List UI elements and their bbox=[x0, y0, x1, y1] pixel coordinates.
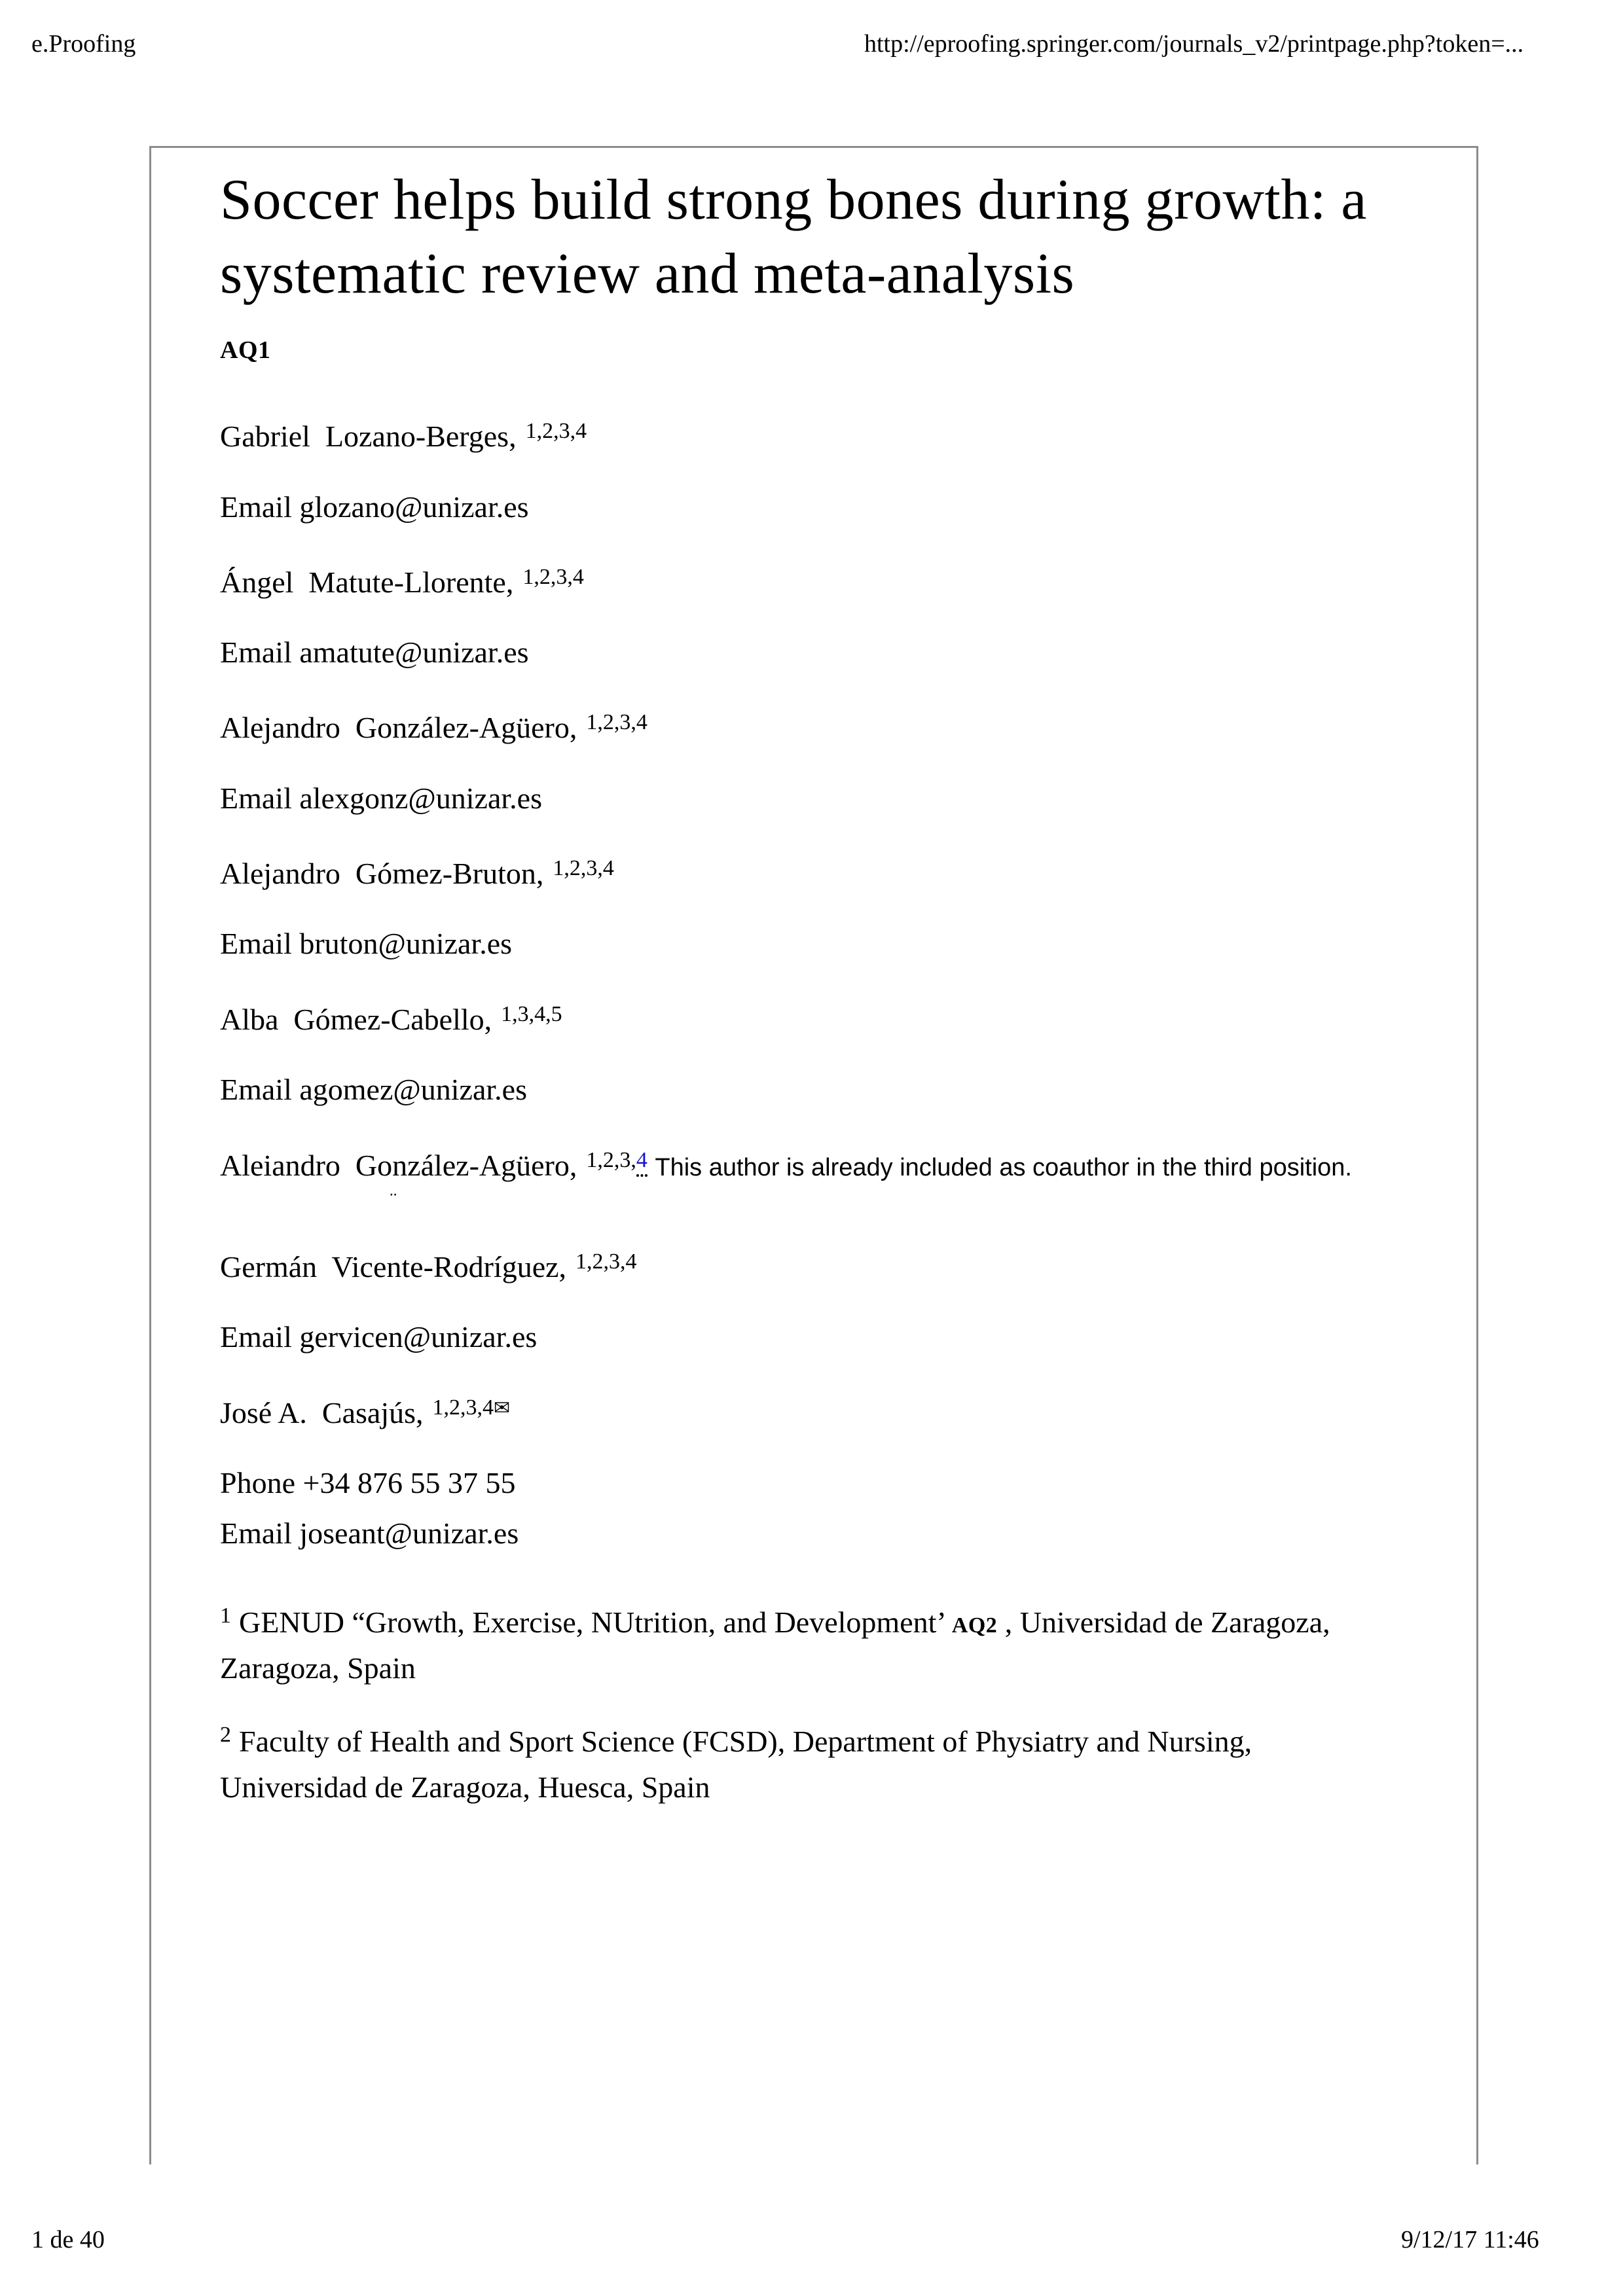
email-label: Email bbox=[220, 490, 292, 524]
author-affiliation-refs[interactable]: 1,2,3,4 bbox=[586, 710, 647, 735]
email-label: Email bbox=[220, 1320, 292, 1354]
email-label: Email bbox=[220, 1072, 292, 1106]
author-name: Ángel Matute-Llorente, bbox=[220, 565, 514, 599]
email-label: Email bbox=[220, 636, 292, 670]
author-affiliation-refs[interactable]: 1,3,4,5 bbox=[501, 1001, 562, 1026]
print-header-url: http://eproofing.springer.com/journals_v2/printpage.php?token=... bbox=[864, 30, 1524, 58]
email-label: Email bbox=[220, 927, 292, 961]
author-affiliation-refs[interactable]: 1,2,3,4 bbox=[575, 1249, 637, 1274]
author-affiliation-refs[interactable]: 1,2,3,4 bbox=[553, 856, 614, 881]
email-label: Email bbox=[220, 781, 292, 815]
affiliation-item bbox=[220, 1718, 1398, 1810]
author-phone-line bbox=[220, 1460, 1398, 1506]
author-name-line bbox=[220, 996, 1398, 1043]
author-entry bbox=[220, 704, 1398, 821]
author-name-line bbox=[220, 1244, 1398, 1290]
author-affiliation-refs[interactable] bbox=[586, 1148, 647, 1172]
author-name: Alejandro González-Agüero, bbox=[220, 711, 577, 745]
author-name-line bbox=[220, 704, 1398, 751]
author-affiliation-refs[interactable]: 1,2,3,4 bbox=[432, 1395, 494, 1420]
author-name-line bbox=[220, 1390, 1398, 1436]
author-list bbox=[220, 413, 1398, 1556]
author-email-line bbox=[220, 484, 1398, 530]
author-name: José A. Casajús, bbox=[220, 1395, 424, 1429]
author-name: Aleiandro González-Agüero, bbox=[220, 1149, 577, 1183]
author-affiliation-refs[interactable]: 1,2,3,4 bbox=[522, 564, 584, 589]
email-value[interactable]: gervicen@unizar.es bbox=[299, 1320, 538, 1354]
author-entry bbox=[220, 850, 1398, 967]
author-name: Germán Vicente-Rodríguez, bbox=[220, 1250, 567, 1284]
email-value[interactable]: glozano@unizar.es bbox=[299, 490, 529, 524]
flagged-affiliation-ref[interactable]: 4 bbox=[636, 1148, 647, 1177]
print-footer-timestamp: 9/12/17 11:46 bbox=[1401, 2226, 1539, 2253]
author-email-line bbox=[220, 1314, 1398, 1360]
proofing-annotation-text[interactable]: This author is already included as coauthor in the third position. bbox=[655, 1154, 1352, 1182]
email-value[interactable]: agomez@unizar.es bbox=[299, 1072, 527, 1106]
author-entry bbox=[220, 996, 1398, 1113]
print-header bbox=[0, 31, 1623, 71]
author-name: Alba Gómez-Cabello, bbox=[220, 1002, 492, 1036]
author-entry bbox=[220, 1244, 1398, 1361]
author-name: Gabriel Lozano-Berges, bbox=[220, 420, 517, 454]
email-value[interactable]: alexgonz@unizar.es bbox=[299, 781, 542, 815]
author-email-line bbox=[220, 775, 1398, 821]
author-name: Alejandro Gómez-Bruton, bbox=[220, 857, 544, 891]
affiliation-text-continued: , Universidad de Zaragoza, Zaragoza, Spain bbox=[220, 1605, 1330, 1685]
email-value[interactable]: bruton@unizar.es bbox=[299, 927, 513, 961]
page-title: Soccer helps build strong bones during growth: a systematic review and meta-analysis bbox=[220, 168, 1367, 306]
author-query-marker-aq1[interactable]: AQ1 bbox=[220, 336, 271, 365]
phone-value: +34 876 55 37 55 bbox=[302, 1466, 516, 1500]
phone-label: Phone bbox=[220, 1466, 295, 1500]
affiliation-text: GENUD “Growth, Exercise, NUtrition, and Development’ bbox=[239, 1605, 945, 1639]
affiliation-refs-prefix: 1,2,3, bbox=[586, 1148, 636, 1173]
author-query-marker-aq2[interactable]: AQ2 bbox=[951, 1613, 998, 1638]
author-name-line bbox=[220, 850, 1398, 897]
affiliation-list bbox=[220, 1599, 1398, 1811]
affiliation-number: 2 bbox=[220, 1723, 231, 1748]
author-entry-corresponding bbox=[220, 1390, 1398, 1557]
article-content-frame bbox=[149, 146, 1478, 2164]
affiliation-number: 1 bbox=[220, 1603, 231, 1628]
print-header-title: e.Proofing bbox=[31, 30, 136, 58]
affiliation-item bbox=[220, 1599, 1398, 1691]
author-email-line bbox=[220, 920, 1398, 967]
email-value[interactable]: amatute@unizar.es bbox=[299, 636, 529, 670]
annotation-trailing-marks: ¨ bbox=[390, 1189, 397, 1211]
article-content bbox=[220, 164, 1398, 1810]
author-entry bbox=[220, 413, 1398, 530]
envelope-icon: ✉ bbox=[494, 1397, 511, 1419]
email-label: Email bbox=[220, 1516, 292, 1551]
author-name-line bbox=[220, 413, 1398, 459]
author-email-line bbox=[220, 1510, 1398, 1556]
print-footer-page-number: 1 de 40 bbox=[31, 2226, 105, 2253]
email-value[interactable]: joseant@unizar.es bbox=[299, 1516, 519, 1551]
author-email-line bbox=[220, 1066, 1398, 1113]
author-email-line bbox=[220, 629, 1398, 675]
annotated-author-entry bbox=[220, 1144, 1398, 1215]
author-name-line bbox=[220, 559, 1398, 605]
author-affiliation-refs[interactable]: 1,2,3,4 bbox=[525, 419, 587, 444]
author-entry bbox=[220, 559, 1398, 676]
affiliation-text: Faculty of Health and Sport Science (FCSD), Department of Physiatry and Nursing, Universidad de Zaragoza, Huesca, Spain bbox=[220, 1725, 1252, 1804]
